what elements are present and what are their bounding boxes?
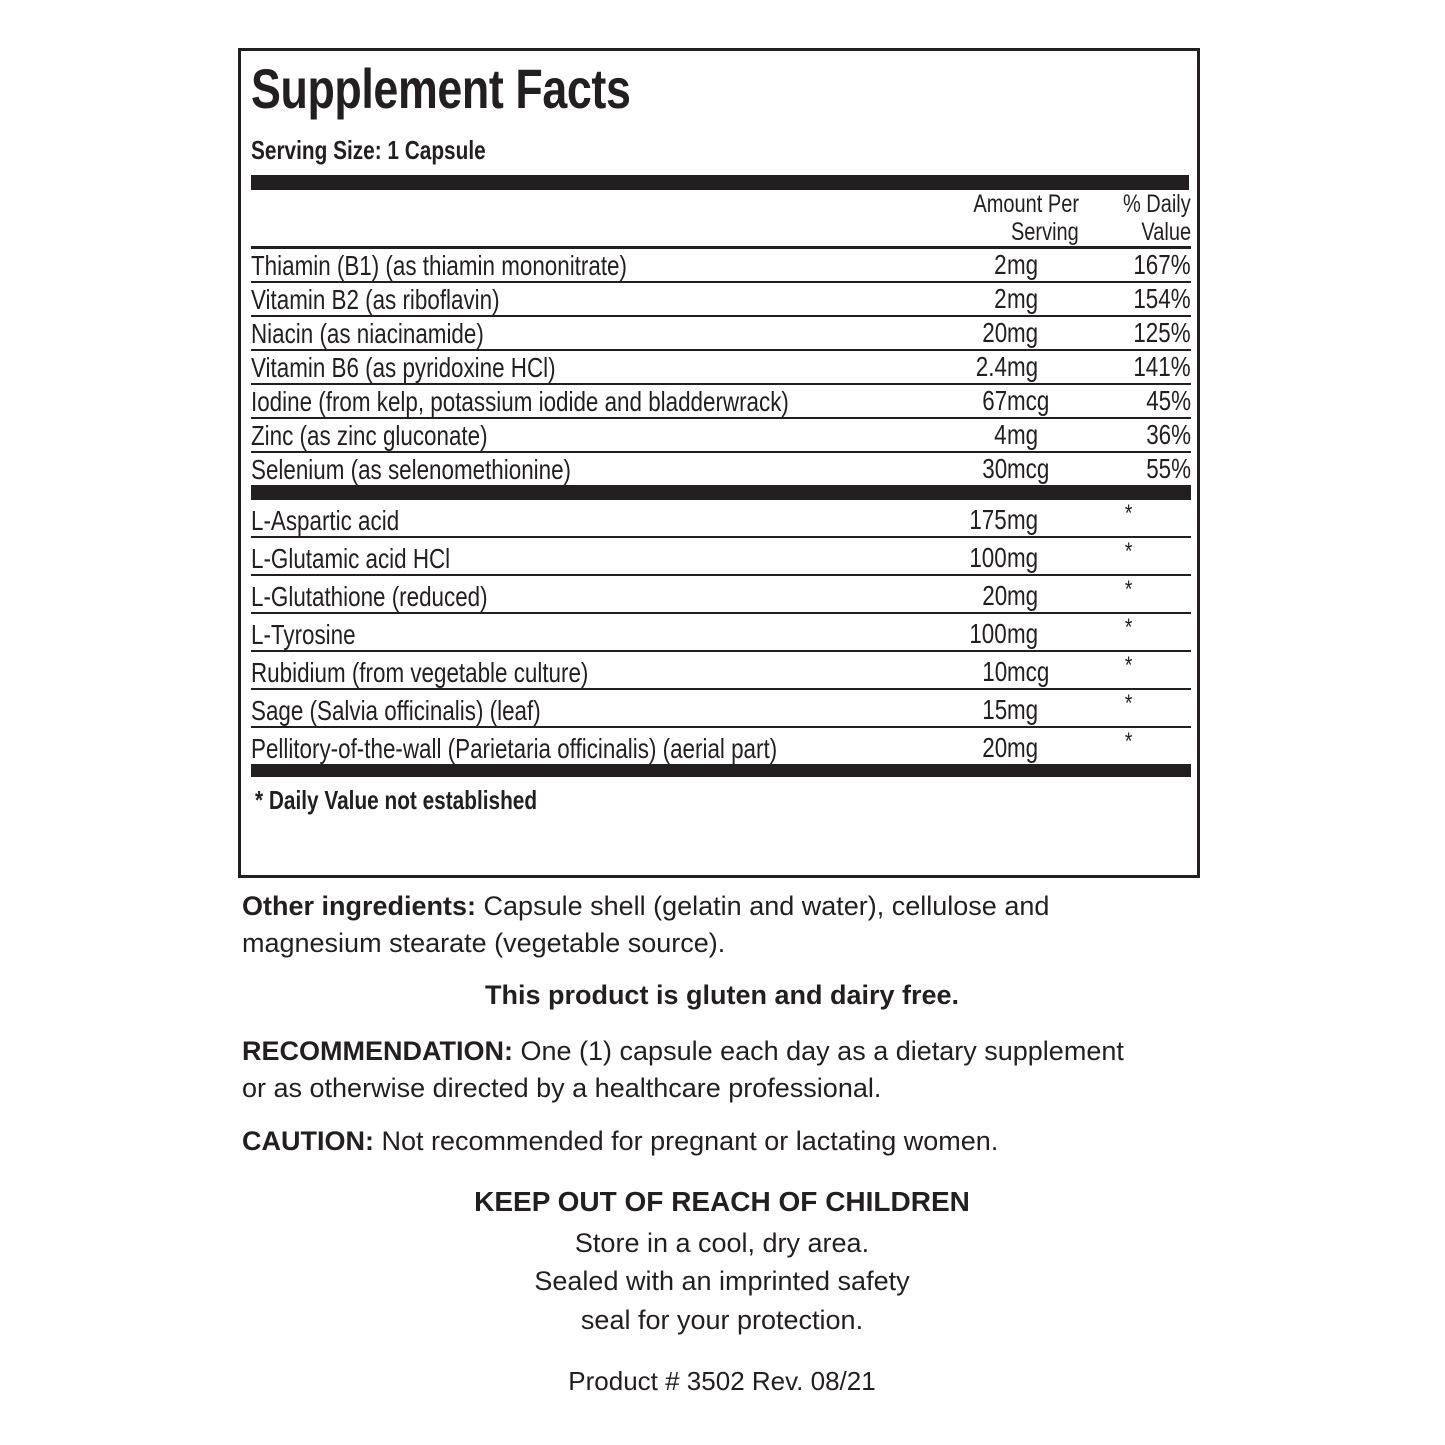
nutrient-name [251,613,929,651]
nutrient-unit-text: mcg [1007,453,1050,484]
nutrient-amount [929,282,1007,316]
table-row [251,350,1191,384]
footnote-separator-thick [251,764,1191,777]
nutrient-daily-value [1079,418,1191,452]
nutrient-unit-text: mg [1007,419,1039,450]
nutrient-amount [929,418,1007,452]
table-row [251,499,1191,537]
recommendation [242,1033,1142,1106]
dv-header-line1: % Daily [1123,190,1192,218]
nutrient-unit-text: mg [1007,283,1039,314]
caution-text: Not recommended for pregnant or lactating women. [381,1126,999,1156]
serving-size-label [251,125,1189,167]
page-title [251,51,1189,125]
nutrient-unit [1007,248,1079,283]
daily-value-header [1079,190,1191,248]
nutrient-amount-text: 15 [982,694,1007,725]
nutrient-amount-text: 100 [969,618,1007,649]
nutrient-unit-text: mg [1007,694,1039,725]
nutrient-unit [1007,727,1079,764]
nutrient-amount [929,248,1007,283]
nutrient-name [251,384,929,418]
nutrient-unit [1007,613,1079,651]
nutrient-name [251,418,929,452]
nutrient-name-text: Selenium (as selenomethionine) [251,453,571,485]
nutrient-name-text: Thiamin (B1) (as thiamin mononitrate) [251,249,627,281]
nutrient-daily-value [1079,575,1191,613]
storage-instructions [238,1224,1206,1339]
nutrient-daily-value-text: 36% [1146,419,1192,450]
nutrient-unit [1007,282,1079,316]
nutrient-unit [1007,575,1079,613]
nutrient-daily-value-text: 45% [1146,385,1192,416]
nutrient-name-text: Vitamin B2 (as riboflavin) [251,283,500,315]
nutrient-amount-text: 20 [982,732,1007,763]
table-row [251,575,1191,613]
table-row [251,651,1191,689]
nutrient-daily-value-text: * [1125,576,1133,603]
section-separator-thick [251,485,1191,499]
nutrient-amount-text: 4 [994,419,1007,450]
footnote [251,777,1189,816]
nutrient-unit-text: mg [1007,542,1039,573]
nutrient-daily-value [1079,384,1191,418]
nutrient-unit-text: mg [1007,317,1039,348]
table-row [251,537,1191,575]
table-row [251,689,1191,727]
nutrient-amount [929,499,1007,537]
nutrient-name-text: Rubidium (from vegetable culture) [251,656,589,688]
nutrient-unit-text: mg [1007,732,1039,763]
nutrient-daily-value [1079,537,1191,575]
recommendation-label: RECOMMENDATION: [242,1036,513,1066]
table-row [251,613,1191,651]
nutrient-daily-value [1079,282,1191,316]
nutrient-amount-text: 2.4 [975,351,1007,382]
table-row [251,452,1191,485]
nutrient-daily-value-text: * [1125,500,1133,527]
nutrient-amount-text: 20 [982,317,1007,348]
nutrient-name-text: L-Tyrosine [251,618,356,650]
nutrient-amount-text: 20 [982,580,1007,611]
nutrient-amount [929,350,1007,384]
header-spacer [251,190,929,248]
dv-header-line2: Value [1141,218,1192,246]
footnote-text: * Daily Value not established [255,785,538,815]
nutrient-name [251,537,929,575]
nutrient-unit-text: mcg [1007,385,1050,416]
nutrient-daily-value-text: * [1125,614,1133,641]
nutrient-unit-text: mg [1007,351,1039,382]
nutrient-name-text: L-Glutathione (reduced) [251,580,488,612]
nutrient-unit-text: mg [1007,504,1039,535]
table-row [251,727,1191,764]
gluten-dairy-free-statement: This product is gluten and dairy free. [484,980,960,1010]
storage-line-2: Sealed with an imprinted safety [534,1266,910,1297]
nutrient-name-text: L-Aspartic acid [251,504,400,536]
other-ingredients [242,888,1182,961]
nutrient-amount [929,613,1007,651]
nutrient-name-text: L-Glutamic acid HCl [251,542,451,574]
nutrient-amount [929,384,1007,418]
nutrient-amount-text: 2 [994,283,1007,314]
nutrient-daily-value-text: 125% [1133,317,1192,348]
nutrient-name-text: Niacin (as niacinamide) [251,317,484,349]
nutrient-unit-text: mg [1007,580,1039,611]
header-rule-thick [251,175,1189,190]
nutrient-name-text: Sage (Salvia officinalis) (leaf) [251,694,541,726]
nutrient-name [251,651,929,689]
nutrient-daily-value-text: * [1125,728,1133,755]
nutrient-unit-text: mcg [1007,656,1050,687]
nutrient-amount-text: 10 [982,656,1007,687]
nutrient-daily-value-text: 167% [1133,249,1192,280]
nutrient-daily-value [1079,350,1191,384]
storage-line-1: Store in a cool, dry area. [574,1228,870,1258]
nutrient-name [251,248,929,283]
nutrient-unit [1007,350,1079,384]
nutrient-amount [929,651,1007,689]
nutrient-amount [929,452,1007,485]
nutrient-name [251,452,929,485]
storage-line-3: seal for your protection. [580,1304,864,1335]
recommendation-text: One (1) capsule each day as a dietary supplement or as otherwise directed by a healthcare professional. [242,1036,1124,1103]
nutrient-name-text: Vitamin B6 (as pyridoxine HCl) [251,351,556,383]
nutrient-unit [1007,452,1079,485]
nutrient-amount-text: 30 [982,453,1007,484]
nutrient-amount [929,316,1007,350]
nutrient-unit [1007,537,1079,575]
nutrient-daily-value [1079,613,1191,651]
nutrient-amount [929,537,1007,575]
nutrient-unit [1007,418,1079,452]
nutrient-name [251,727,929,764]
serving-size-text: Serving Size: 1 Capsule [251,135,486,165]
nutrient-daily-value-text: 141% [1133,351,1192,382]
nutrient-unit-text: mg [1007,618,1039,649]
nutrient-daily-value [1079,316,1191,350]
nutrient-daily-value [1079,727,1191,764]
table-row [251,248,1191,283]
supplement-facts-inner [251,51,1192,875]
nutrient-name [251,575,929,613]
nutrient-name-text: Iodine (from kelp, potassium iodide and bladderwrack) [251,385,789,417]
table-row [251,384,1191,418]
amount-header-line1: Amount Per [973,190,1080,218]
caution-label: CAUTION: [242,1126,374,1156]
nutrient-unit-text: mg [1007,249,1039,280]
table-row [251,282,1191,316]
nutrient-name-text: Zinc (as zinc gluconate) [251,419,488,451]
nutrient-amount-text: 175 [969,504,1007,535]
nutrient-daily-value-text: 154% [1133,283,1192,314]
nutrient-daily-value-text: * [1125,652,1133,679]
caution [242,1123,1182,1160]
nutrient-daily-value [1079,248,1191,283]
nutrient-name [251,350,929,384]
amount-header-line2: Serving [1011,218,1080,246]
supplement-facts-panel [238,48,1200,878]
nutrient-daily-value [1079,689,1191,727]
table-row [251,418,1191,452]
page-title-text: Supplement Facts [251,57,631,120]
table-row [251,316,1191,350]
nutrient-name [251,316,929,350]
nutrient-amount [929,689,1007,727]
nutrient-daily-value [1079,651,1191,689]
nutrient-name [251,689,929,727]
amount-per-serving-header [929,190,1079,248]
nutrient-unit [1007,689,1079,727]
nutrient-amount-text: 2 [994,249,1007,280]
nutrient-amount-text: 100 [969,542,1007,573]
nutrient-unit [1007,384,1079,418]
nutrient-amount-text: 67 [982,385,1007,416]
other-ingredients-label: Other ingredients: [242,891,477,921]
nutrient-amount [929,575,1007,613]
nutrient-name [251,282,929,316]
table-header-row [251,190,1191,248]
product-number: Product # 3502 Rev. 08/21 [568,1366,876,1396]
nutrient-name-text: Pellitory-of-the-wall (Parietaria officinalis) (aerial part) [251,732,778,764]
nutrient-unit [1007,499,1079,537]
nutrient-unit [1007,316,1079,350]
nutrition-table [251,190,1191,777]
nutrient-amount [929,727,1007,764]
keep-out-of-reach-warning: KEEP OUT OF REACH OF CHILDREN [474,1186,970,1217]
nutrient-name [251,499,929,537]
nutrient-daily-value-text: * [1125,538,1133,565]
nutrient-daily-value [1079,499,1191,537]
nutrient-daily-value [1079,452,1191,485]
nutrient-unit [1007,651,1079,689]
other-ingredients-text: Capsule shell (gelatin and water), cellulose and magnesium stearate (vegetable source). [242,891,1050,958]
nutrient-daily-value-text: * [1125,690,1133,717]
nutrient-daily-value-text: 55% [1146,453,1192,484]
